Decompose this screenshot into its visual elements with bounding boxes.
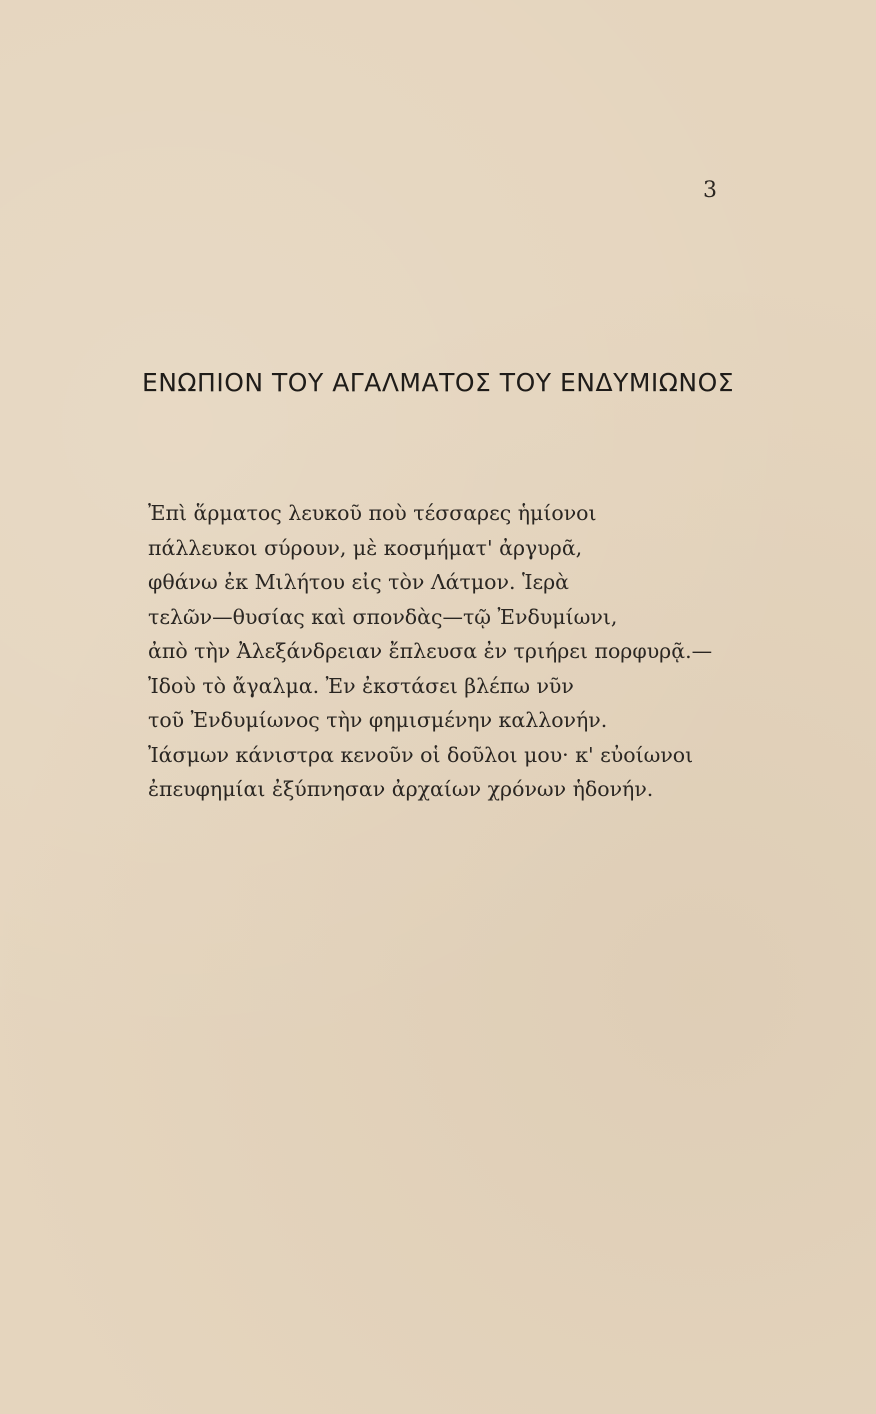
poem-line: ἐπευφημίαι ἐξύπνησαν ἀρχαίων χρόνων ἡδονήν. xyxy=(148,777,654,801)
poem-line: τοῦ Ἐνδυμίωνος τὴν φημισμένην καλλονήν. xyxy=(148,708,608,732)
poem-line: φθάνω ἐκ Μιλήτου εἰς τὸν Λάτμον. Ἱερὰ xyxy=(148,570,570,594)
poem-line: ἀπὸ τὴν Ἀλεξάνδρειαν ἔπλευσα ἐν τριήρει πορφυρᾷ.— xyxy=(148,639,713,663)
poem-body xyxy=(148,496,712,807)
page-number: 3 xyxy=(703,178,717,203)
poem-line: Ἰάσμων κάνιστρα κενοῦν οἱ δοῦλοι μου· κ' εὐοίωνοι xyxy=(148,742,694,767)
poem-line: Ἐπὶ ἅρματος λευκοῦ ποὺ τέσσαρες ἡμίονοι xyxy=(148,501,597,525)
poem-line: τελῶν—θυσίας καὶ σπονδὰς—τῷ Ἐνδυμίωνι, xyxy=(148,604,618,629)
poem-title: ΕΝΩΠΙΟΝ ΤΟΥ ΑΓΑΛΜΑΤΟΣ ΤΟΥ ΕΝΔΥΜΙΩΝΟΣ xyxy=(141,368,735,397)
poem-line: πάλλευκοι σύρουν, μὲ κοσμήματ' ἀργυρᾶ, xyxy=(148,535,583,560)
poem-line: Ἰδοὺ τὸ ἄγαλμα. Ἐν ἐκστάσει βλέπω νῦν xyxy=(148,673,574,698)
